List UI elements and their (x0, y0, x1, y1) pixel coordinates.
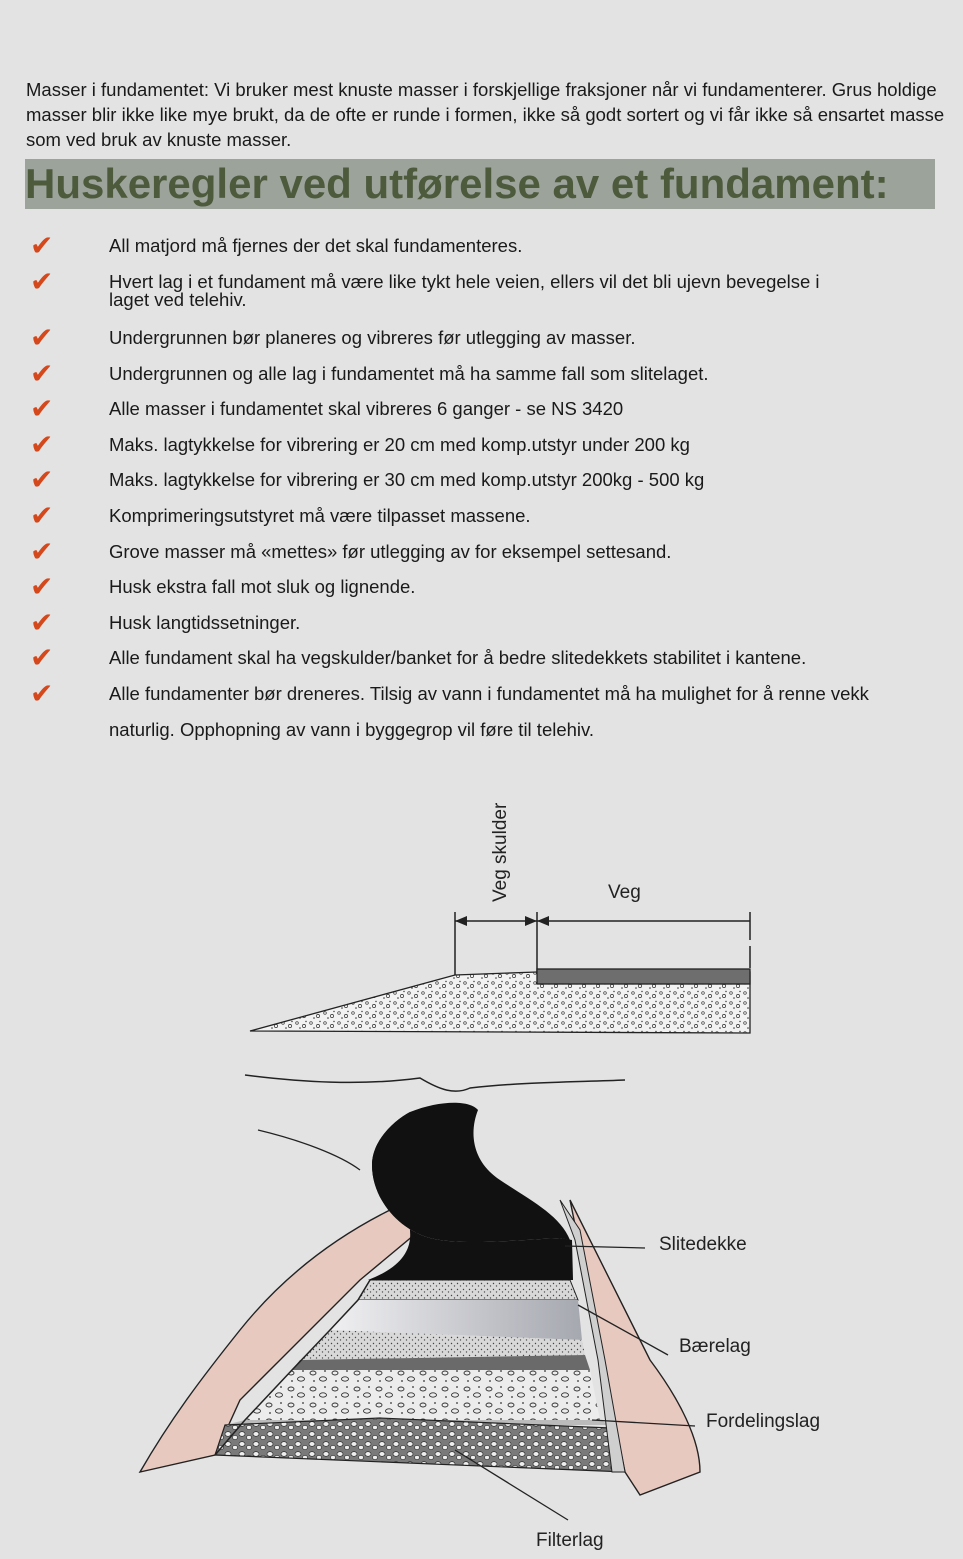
shoulder-label: Veg skulder (490, 802, 511, 902)
checkmark-icon: ✔ (30, 570, 54, 603)
layered-foundation-illustration (140, 1075, 820, 1551)
label-fordelingslag: Fordelingslag (706, 1411, 821, 1432)
checkmark-icon: ✔ (30, 677, 54, 710)
checkmark-icon: ✔ (30, 321, 54, 354)
rule-text: Husk ekstra fall mot sluk og lignende. (109, 576, 416, 597)
intro-paragraph: Masser i fundamentet: Vi bruker mest knuste masser i forskjellige fraksjoner når vi fundamenterer. Grus holdige masser blir ikke like mye brukt, da de ofte er runde i formen, ikke så godt sortert og vi får ikke så ensartet masse som ved bruk av knuste masser. (26, 79, 945, 150)
foundation-diagram (0, 760, 963, 1559)
road-label: Veg (608, 882, 641, 903)
rule-text: Alle masser i fundamentet skal vibreres 6 ganger - se NS 3420 (109, 398, 624, 419)
rule-text: Maks. lagtykkelse for vibrering er 30 cm med komp.utstyr 200kg - 500 kg (109, 469, 705, 490)
checkmark-icon: ✔ (30, 499, 54, 532)
rule-text: Maks. lagtykkelse for vibrering er 20 cm med komp.utstyr under 200 kg (109, 434, 690, 455)
label-baerelag: Bærelag (679, 1336, 751, 1357)
rule-text: Alle fundament skal ha vegskulder/banket for å bedre slitedekkets stabilitet i kantene. (109, 647, 807, 668)
rule-text: Husk langtidssetninger. (109, 612, 301, 633)
rule-text: Undergrunnen og alle lag i fundamentet må ha samme fall som slitelaget. (109, 363, 709, 384)
checkmark-icon: ✔ (30, 357, 54, 390)
checkmark-icon: ✔ (30, 535, 54, 568)
rule-text: Hvert lag i et fundament må være like tykt hele veien, ellers vil det bli ujevn bevegelse i laget ved telehiv. (109, 271, 820, 310)
road-cross-section (250, 802, 750, 1033)
label-filterlag: Filterlag (536, 1530, 604, 1551)
checkmark-icon: ✔ (30, 606, 54, 639)
checkmark-icon: ✔ (30, 392, 54, 425)
rule-text: Undergrunnen bør planeres og vibreres før utlegging av masser. (109, 327, 636, 348)
checkmark-icon: ✔ (30, 229, 54, 262)
rule-text: Grove masser må «mettes» før utlegging av for eksempel settesand. (109, 541, 672, 562)
page-heading: Huskeregler ved utførelse av et fundament: (25, 159, 935, 209)
checkmark-icon: ✔ (30, 428, 54, 461)
rule-text: All matjord må fjernes der det skal fundamenteres. (109, 235, 523, 256)
checkmark-icon: ✔ (30, 641, 54, 674)
checkmark-icon: ✔ (30, 265, 54, 298)
rule-text: Alle fundamenter bør dreneres. Tilsig av vann i fundamentet må ha mulighet for å renne vekk naturlig. Opphopning av vann i byggegrop vil føre til telehiv. (109, 683, 869, 740)
checkmark-icon: ✔ (30, 463, 54, 496)
rule-text: Komprimeringsutstyret må være tilpasset massene. (109, 505, 531, 526)
label-slitedekke: Slitedekke (659, 1234, 747, 1255)
